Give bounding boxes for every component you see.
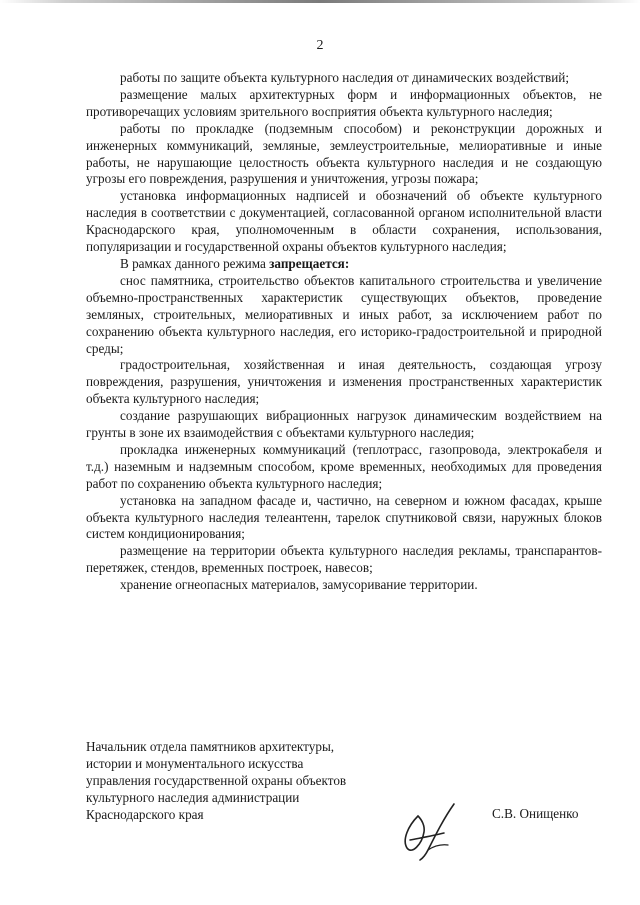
paragraph: работы по прокладке (подземным способом) и реконструкции дорожных и инженерных коммуникаций, земляные, землеустроительные, мелиоративные и иные работы, не нарушающие целостность объекта культурного наследия и не создающую угрозы его повреждения, разрушения и уничтожения, угрозы пожара;	[86, 120, 602, 187]
signatory-position	[86, 738, 346, 823]
prohibited-item: прокладка инженерных коммуникаций (теплотрасс, газопровода, электрокабеля и т.д.) наземным и надземным способом, кроме временных, необходимых для проведения работ по сохранению объекта культурного наследия;	[86, 441, 602, 491]
handwritten-signature	[398, 800, 460, 862]
prohibited-item: снос памятника, строительство объектов капитального строительства и увеличение объемно-пространственных характеристик существующих объектов, проведение земляных, строительных, мелиоративных и иных работ, за исключением работ по сохранению объекта культурного наследия, его историко-градостроительной и природной среды;	[86, 272, 602, 356]
position-line: управления государственной охраны объектов	[86, 773, 347, 788]
paragraph: размещение малых архитектурных форм и информационных объектов, не противоречащих условиям зрительного восприятия объекта культурного наследия;	[86, 86, 602, 119]
page-number: 2	[316, 38, 324, 53]
prohibited-item: градостроительная, хозяйственная и иная деятельность, создающая угрозу повреждения, разрушения, уничтожения и изменения пространственных характеристик объекта культурного наследия;	[86, 357, 602, 407]
prohibited-item: создание разрушающих вибрационных нагрузок динамическим воздействием на грунты в зоне их взаимодействия с объектами культурного наследия;	[86, 408, 602, 441]
prohibition-lead: В рамках данного режима	[120, 255, 270, 271]
document-body	[86, 70, 602, 594]
prohibited-item: размещение на территории объекта культурного наследия рекламы, транспарантов-перетяжек, стендов, временных построек, навесов;	[86, 543, 602, 576]
prohibited-item: хранение огнеопасных материалов, замусоривание территории.	[120, 577, 478, 593]
position-line: Начальник отдела памятников архитектуры,	[86, 739, 335, 754]
prohibition-heading	[86, 256, 602, 273]
signatory-name: С.В. Онищенко	[492, 806, 579, 821]
paragraph: работы по защите объекта культурного наследия от динамических воздействий;	[120, 70, 569, 85]
position-line: культурного наследия администрации	[86, 790, 300, 805]
scan-top-edge	[0, 0, 640, 3]
prohibited-item: установка на западном фасаде и, частично, на северном и южном фасадах, крыше объекта культурного наследия телеантенн, тарелок спутниковой связи, наружных блоков систем кондиционирования;	[86, 492, 602, 542]
paragraph: установка информационных надписей и обозначений об объекте культурного наследия в соответствии с документацией, согласованной органом исполнительной власти Краснодарского края, уполномоченным в области сохранения, использования, популяризации и государственной охраны объектов культурного наследия;	[86, 188, 602, 255]
position-line: Краснодарского края	[86, 807, 204, 822]
position-line: истории и монументального искусства	[86, 756, 304, 771]
prohibition-emphasis: запрещается:	[269, 255, 350, 271]
